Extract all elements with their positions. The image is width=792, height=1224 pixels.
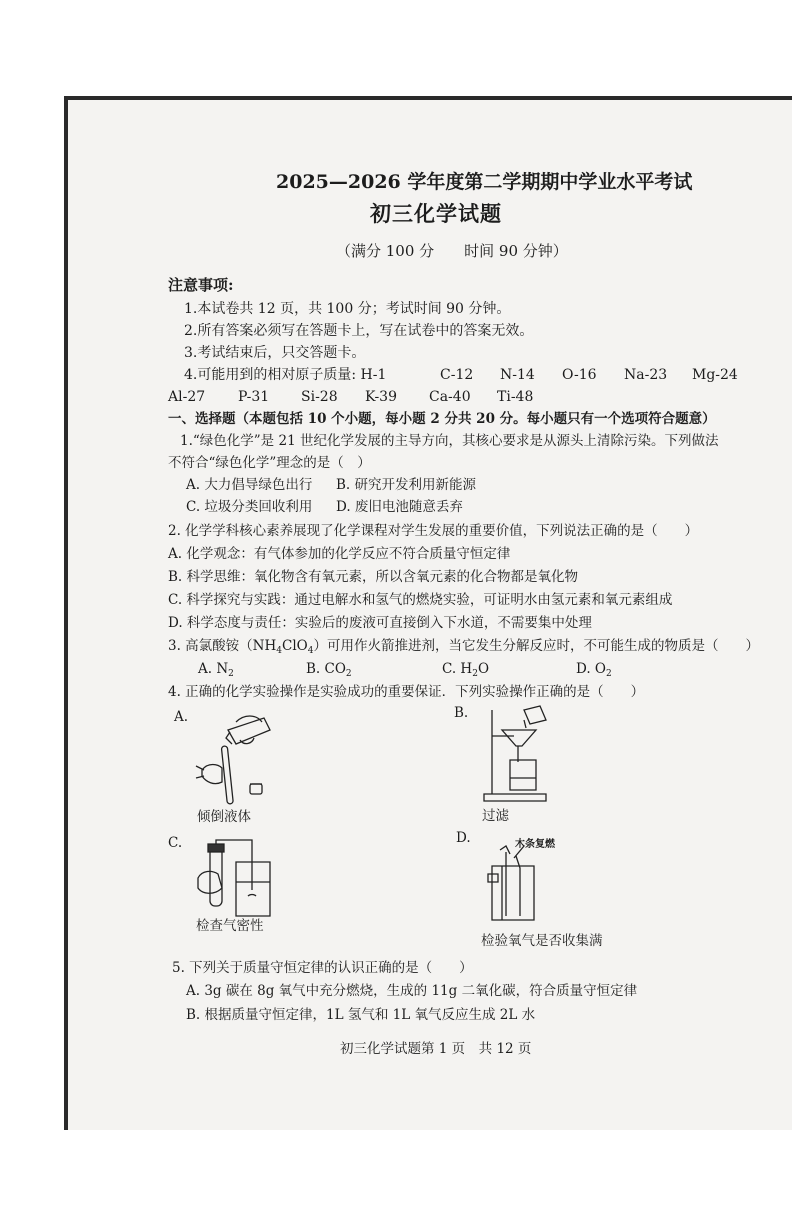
q5-option-a: A. 3g 碳在 8g 氧气中充分燃烧，生成的 11g 二氧化碳，符合质量守恒定律 bbox=[186, 983, 638, 999]
filtration-figure bbox=[480, 706, 560, 802]
q1-stem-line2: 不符合“绿色化学”理念的是（ ） bbox=[168, 455, 371, 471]
q4-caption-c: 检查气密性 bbox=[196, 918, 264, 934]
q3-b-sub: 2 bbox=[345, 669, 352, 679]
q3-stem bbox=[168, 637, 759, 660]
exam-title: 2025—2026 学年度第二学期期中学业水平考试 bbox=[276, 171, 693, 193]
q4-option-a-letter: A. bbox=[174, 709, 189, 725]
notice-item-3: 3.考试结束后，只交答题卡。 bbox=[184, 345, 366, 361]
pouring-liquid-figure bbox=[192, 710, 276, 804]
q3-a-sub: 2 bbox=[228, 669, 234, 679]
glowing-splint-label: 木条复燃 bbox=[515, 839, 555, 850]
q3-b-text: B. CO bbox=[306, 661, 346, 677]
atomic-mass-si: Si-28 bbox=[301, 389, 338, 405]
exam-subtitle: 初三化学试题 bbox=[370, 201, 502, 226]
oxygen-full-check-figure bbox=[484, 846, 544, 924]
atomic-mass-al: Al-27 bbox=[168, 389, 206, 405]
notice-item-1: 1.本试卷共 12 页，共 100 分；考试时间 90 分钟。 bbox=[184, 301, 511, 317]
q2-option-d: D. 科学态度与责任：实验后的废液可直接倒入下水道，不需要集中处理 bbox=[168, 615, 592, 631]
score-time-note: （满分 100 分 时间 90 分钟） bbox=[336, 242, 568, 260]
q2-option-c: C. 科学探究与实践：通过电解水和氢气的燃烧实验，可证明水由氢元素和氧元素组成 bbox=[168, 592, 673, 608]
q1-option-b: B. 研究开发利用新能源 bbox=[336, 477, 477, 493]
q4-option-b-letter: B. bbox=[454, 705, 469, 721]
q3-subscript-4b: 4 bbox=[307, 646, 314, 656]
notice-item-4: 4.可能用到的相对原子质量: H-1 bbox=[184, 367, 387, 383]
atomic-mass-k: K-39 bbox=[365, 389, 397, 405]
section-1-heading: 一、选择题（本题包括 10 个小题，每小题 2 分共 20 分。每小题只有一个选项符合题意） bbox=[168, 411, 716, 427]
atomic-mass-mg: Mg-24 bbox=[692, 367, 738, 383]
q3-c-sub: 2 bbox=[472, 669, 478, 679]
page-footer: 初三化学试题第 1 页 共 12 页 bbox=[340, 1041, 532, 1057]
q3-c-text: C. H bbox=[442, 661, 473, 677]
atomic-mass-ca: Ca-40 bbox=[429, 389, 471, 405]
q3-c-tail: O bbox=[477, 661, 490, 677]
q3-option-b bbox=[306, 660, 352, 683]
q5-stem: 5. 下列关于质量守恒定律的认识正确的是（ ） bbox=[172, 960, 473, 976]
q4-caption-a: 倾倒液体 bbox=[197, 809, 251, 825]
q5-option-b: B. 根据质量守恒定律，1L 氢气和 1L 氧气反应生成 2L 水 bbox=[186, 1007, 536, 1023]
atomic-mass-ti: Ti-48 bbox=[497, 389, 534, 405]
q4-stem: 4. 正确的化学实验操作是实验成功的重要保证．下列实验操作正确的是（ ） bbox=[168, 684, 645, 700]
atomic-mass-o: O-16 bbox=[562, 367, 597, 383]
q4-option-c-letter: C. bbox=[168, 835, 183, 851]
q1-option-a: A. 大力倡导绿色出行 bbox=[186, 477, 313, 493]
q4-option-d-letter: D. bbox=[456, 830, 471, 846]
q3-stem-pre: 3. 高氯酸铵（NH bbox=[168, 638, 277, 654]
q1-option-d: D. 废旧电池随意丢弃 bbox=[336, 499, 463, 515]
q2-option-a: A. 化学观念：有气体参加的化学反应不符合质量守恒定律 bbox=[168, 546, 511, 562]
q3-d-text: D. O bbox=[576, 661, 606, 677]
q2-stem: 2. 化学学科核心素养展现了化学课程对学生发展的重要价值，下列说法正确的是（ ） bbox=[168, 523, 699, 539]
q1-option-c: C. 垃圾分类回收利用 bbox=[186, 499, 313, 515]
q1-stem-line1: 1.“绿色化学”是 21 世纪化学发展的主导方向，其核心要求是从源头上清除污染。下列做法 bbox=[180, 433, 719, 449]
airtightness-check-figure bbox=[196, 840, 280, 920]
q3-stem-post: ）可用作火箭推进剂，当它发生分解反应时，不可能生成的物质是（ ） bbox=[313, 638, 759, 654]
q3-a-text: A. N bbox=[198, 661, 229, 677]
q3-option-c bbox=[442, 660, 489, 683]
notice-heading: 注意事项: bbox=[168, 276, 234, 294]
q2-option-b: B. 科学思维：氧化物含有氧元素，所以含氧元素的化合物都是氧化物 bbox=[168, 569, 579, 585]
q3-option-a bbox=[198, 660, 234, 683]
q4-caption-b: 过滤 bbox=[482, 808, 509, 824]
q3-d-sub: 2 bbox=[606, 669, 612, 679]
atomic-mass-n: N-14 bbox=[500, 367, 535, 383]
q4-caption-d: 检验氧气是否收集满 bbox=[481, 933, 603, 949]
q3-option-d bbox=[576, 660, 612, 683]
q3-subscript-4a: 4 bbox=[276, 646, 282, 656]
atomic-mass-c: C-12 bbox=[440, 367, 474, 383]
atomic-mass-p: P-31 bbox=[238, 389, 270, 405]
q3-stem-mid: ClO bbox=[282, 638, 308, 654]
notice-item-2: 2.所有答案必须写在答题卡上，写在试卷中的答案无效。 bbox=[184, 323, 534, 339]
atomic-mass-na: Na-23 bbox=[624, 367, 668, 383]
